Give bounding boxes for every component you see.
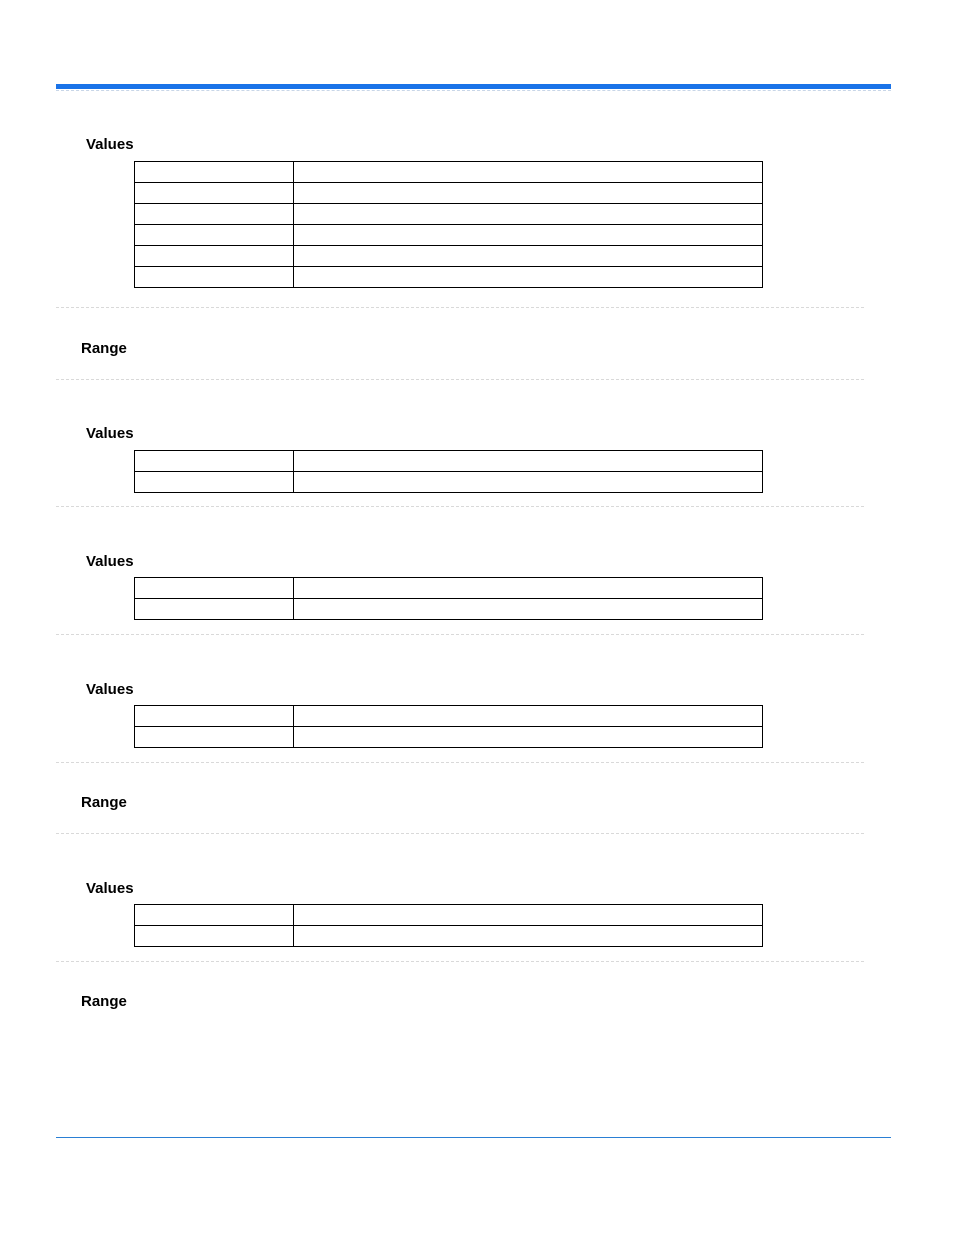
table-row bbox=[135, 578, 763, 599]
table-row bbox=[135, 225, 763, 246]
values-table-1 bbox=[134, 161, 763, 288]
range-label-1: Range bbox=[81, 340, 127, 357]
table-row bbox=[135, 183, 763, 204]
table-row bbox=[135, 727, 763, 748]
values-table-4 bbox=[134, 705, 763, 748]
table-row bbox=[135, 267, 763, 288]
values-label-5: Values bbox=[86, 880, 134, 897]
values-label-1: Values bbox=[86, 136, 134, 153]
section-divider bbox=[56, 634, 864, 635]
section-divider bbox=[56, 961, 864, 962]
range-label-2: Range bbox=[81, 794, 127, 811]
table-row bbox=[135, 706, 763, 727]
values-label-3: Values bbox=[86, 553, 134, 570]
table-row bbox=[135, 472, 763, 493]
section-divider bbox=[56, 307, 864, 308]
values-table-5 bbox=[134, 904, 763, 947]
table-row bbox=[135, 905, 763, 926]
section-divider bbox=[56, 379, 864, 380]
header-bar bbox=[56, 84, 891, 89]
table-row bbox=[135, 162, 763, 183]
section-divider bbox=[56, 506, 864, 507]
table-row bbox=[135, 246, 763, 267]
section-divider bbox=[56, 762, 864, 763]
range-label-3: Range bbox=[81, 993, 127, 1010]
table-row bbox=[135, 599, 763, 620]
header-dashed-rule bbox=[56, 90, 891, 91]
table-row bbox=[135, 926, 763, 947]
values-label-2: Values bbox=[86, 425, 134, 442]
values-table-3 bbox=[134, 577, 763, 620]
values-table-2 bbox=[134, 450, 763, 493]
values-label-4: Values bbox=[86, 681, 134, 698]
section-divider bbox=[56, 833, 864, 834]
table-row bbox=[135, 204, 763, 225]
footer-rule bbox=[56, 1137, 891, 1138]
table-row bbox=[135, 451, 763, 472]
